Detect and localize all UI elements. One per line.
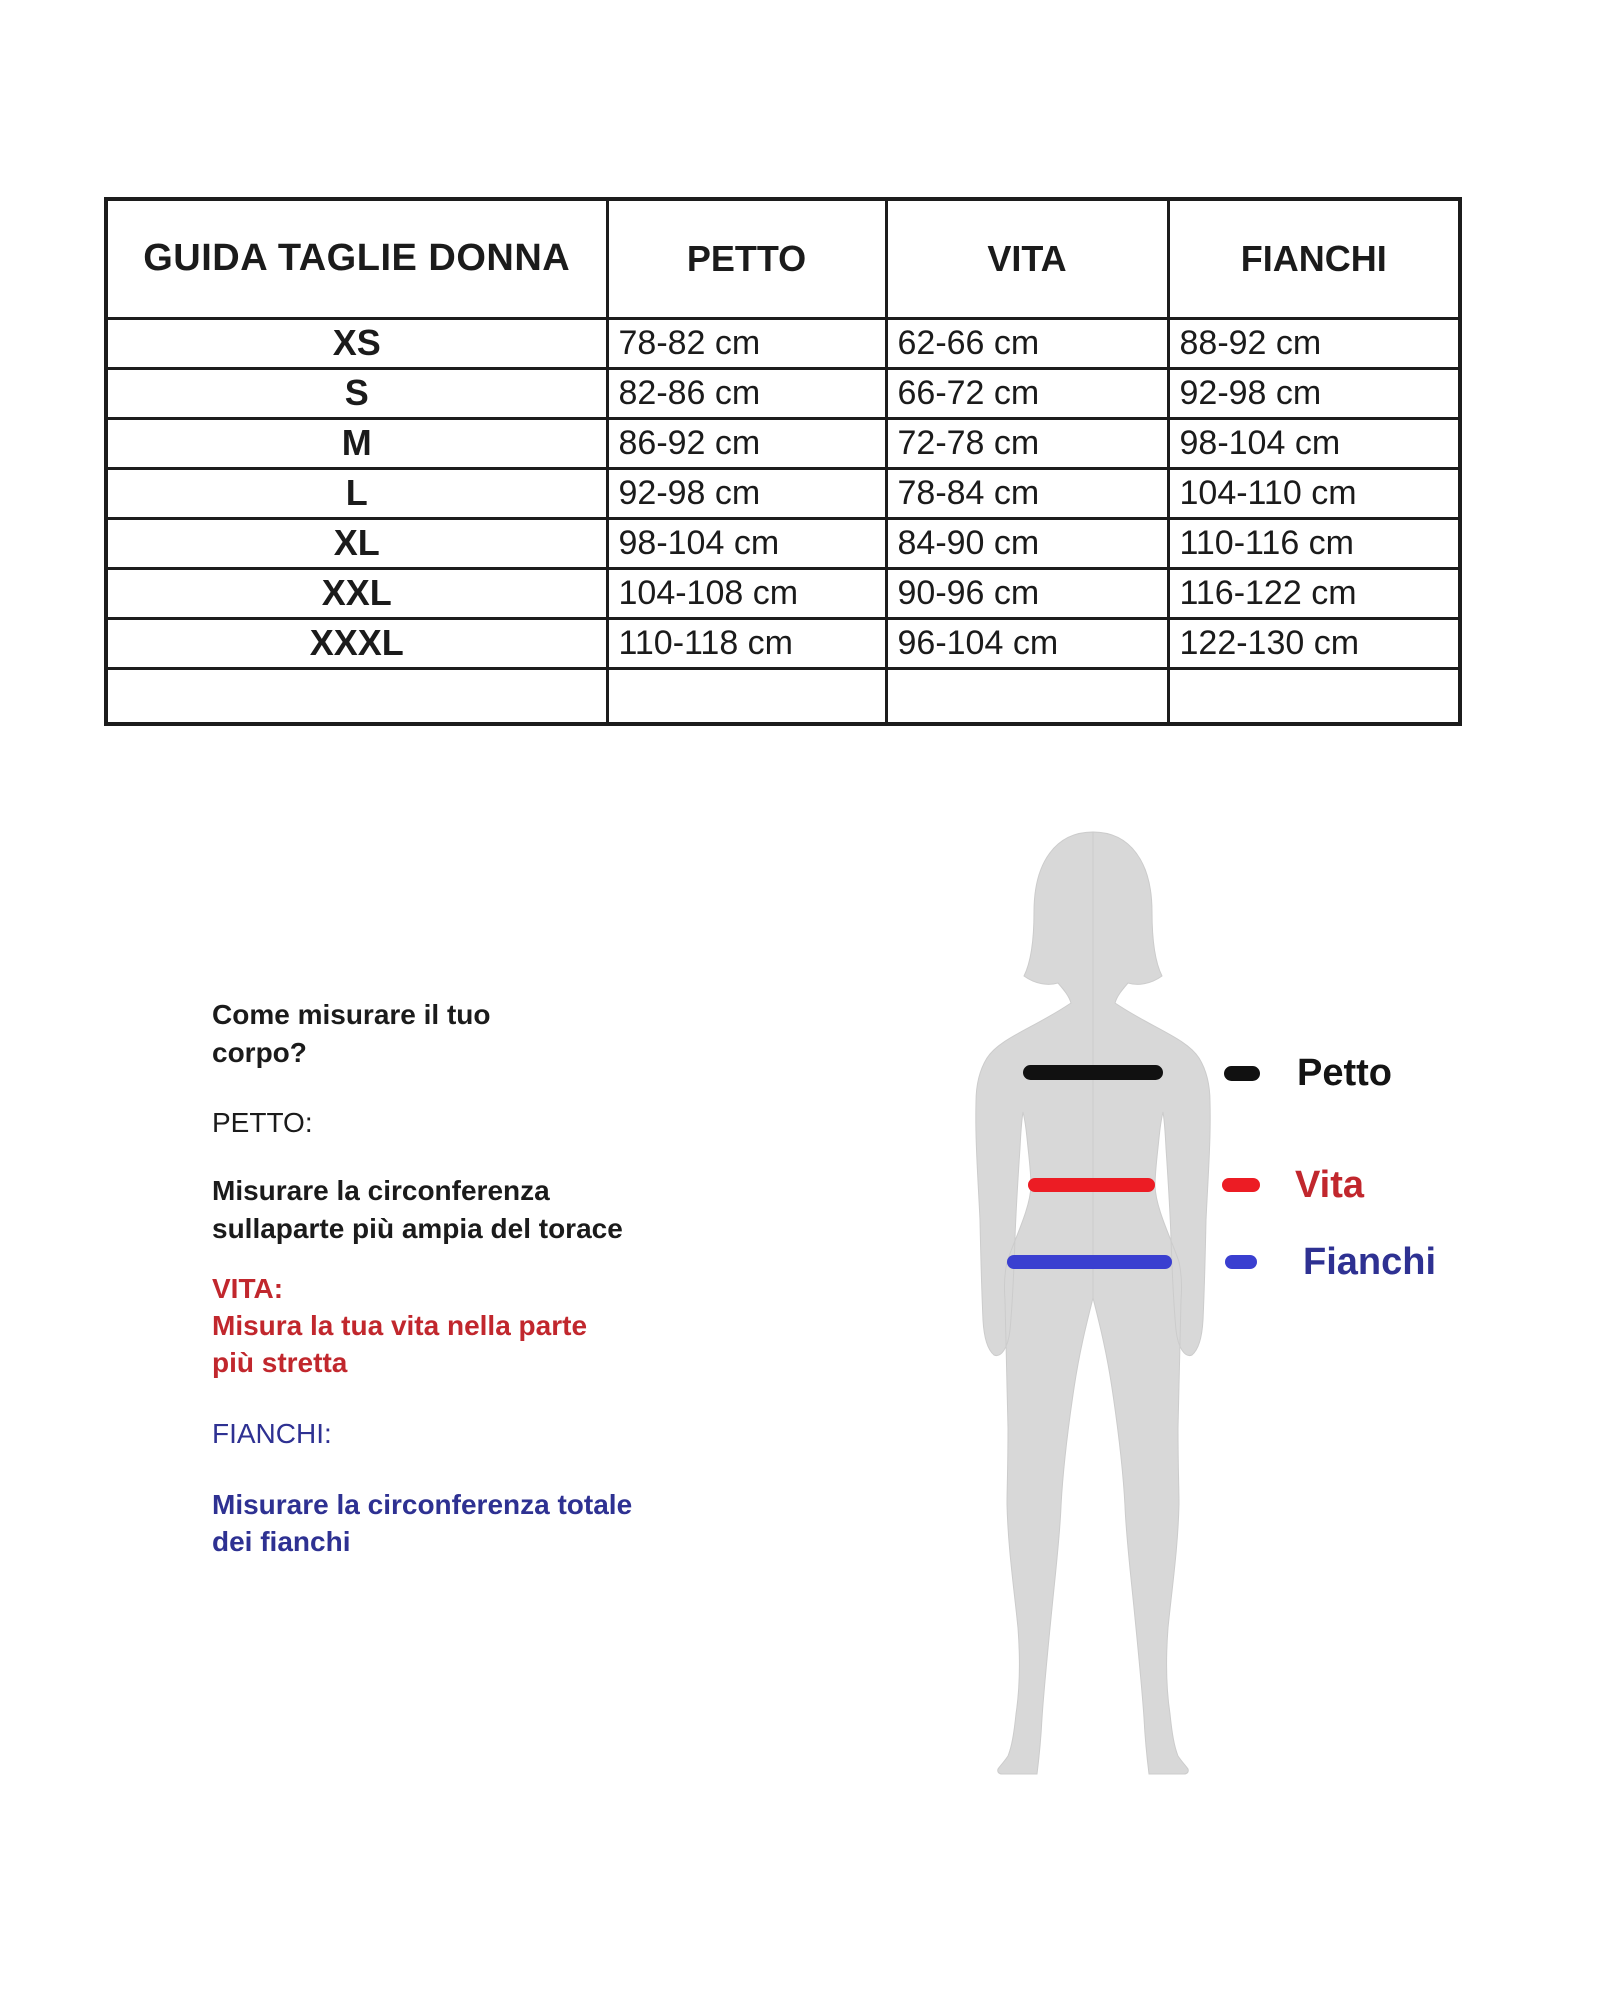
vita-desc-line: Misura la tua vita nella parte (212, 1310, 588, 1341)
fianchi-desc-line: Misurare la circonferenza totale (212, 1489, 633, 1520)
vita-value: 96-104 cm (886, 618, 1168, 668)
fianchi-value: 88-92 cm (1168, 318, 1460, 368)
vita-value: 66-72 cm (886, 368, 1168, 418)
petto-value: 82-86 cm (607, 368, 886, 418)
vita-value (886, 668, 1168, 724)
fianchi-dash-icon (1225, 1255, 1257, 1269)
table-row-m (106, 418, 1460, 468)
fianchi-value: 122-130 cm (1168, 618, 1460, 668)
fianchi-section-label: FIANCHI: (212, 1418, 332, 1449)
size-label: XXXL (106, 618, 607, 668)
instructions-heading (212, 996, 491, 1072)
petto-value: 78-82 cm (607, 318, 886, 368)
column-header-petto: PETTO (607, 199, 886, 318)
vita-value: 84-90 cm (886, 518, 1168, 568)
heading-line: Come misurare il tuo (212, 999, 491, 1030)
table-row-xs (106, 318, 1460, 368)
fianchi-value: 116-122 cm (1168, 568, 1460, 618)
size-label: XL (106, 518, 607, 568)
vita-value: 62-66 cm (886, 318, 1168, 368)
silhouette-left-half (976, 832, 1093, 1774)
petto-desc-line: Misurare la circonferenza (212, 1175, 550, 1206)
vita-value: 72-78 cm (886, 418, 1168, 468)
petto-dash-icon (1224, 1066, 1260, 1081)
size-label: XXL (106, 568, 607, 618)
petto-value: 110-118 cm (607, 618, 886, 668)
waist-measure-bar (1028, 1178, 1155, 1192)
table-title: GUIDA TAGLIE DONNA (106, 199, 607, 318)
petto-value (607, 668, 886, 724)
table-row-xxxl (106, 618, 1460, 668)
table-row-xxl (106, 568, 1460, 618)
petto-desc-line: sullaparte più ampia del torace (212, 1213, 623, 1244)
fianchi-value: 104-110 cm (1168, 468, 1460, 518)
fianchi-legend-label: Fianchi (1303, 1240, 1437, 1283)
size-label: M (106, 418, 607, 468)
table-row-l (106, 468, 1460, 518)
table-header-row (106, 199, 1460, 318)
silhouette-right-half (1093, 832, 1210, 1774)
fianchi-value: 98-104 cm (1168, 418, 1460, 468)
legend-item-petto (1224, 1053, 1392, 1093)
table-row-empty (106, 668, 1460, 724)
petto-legend-label: Petto (1297, 1051, 1392, 1094)
size-label: S (106, 368, 607, 418)
column-header-vita: VITA (886, 199, 1168, 318)
table-row-xl (106, 518, 1460, 568)
hips-measure-bar (1007, 1255, 1172, 1269)
petto-section-label: PETTO: (212, 1107, 313, 1138)
petto-value: 92-98 cm (607, 468, 886, 518)
vita-desc-line: più stretta (212, 1347, 348, 1378)
fianchi-description (212, 1486, 632, 1560)
column-header-fianchi: FIANCHI (1168, 199, 1460, 318)
petto-value: 104-108 cm (607, 568, 886, 618)
fianchi-value (1168, 668, 1460, 724)
table-row-s (106, 368, 1460, 418)
petto-value: 98-104 cm (607, 518, 886, 568)
fianchi-value: 92-98 cm (1168, 368, 1460, 418)
female-body-silhouette (960, 828, 1226, 1778)
heading-line: corpo? (212, 1037, 307, 1068)
vita-section (212, 1270, 587, 1381)
legend-item-vita (1222, 1165, 1364, 1205)
fianchi-desc-line: dei fianchi (212, 1526, 351, 1557)
petto-description (212, 1172, 623, 1248)
vita-dash-icon (1222, 1178, 1260, 1192)
chest-measure-bar (1023, 1065, 1163, 1080)
size-label: XS (106, 318, 607, 368)
vita-value: 78-84 cm (886, 468, 1168, 518)
vita-section-label: VITA: (212, 1273, 284, 1304)
size-label (106, 668, 607, 724)
vita-legend-label: Vita (1295, 1163, 1365, 1206)
fianchi-value: 110-116 cm (1168, 518, 1460, 568)
petto-value: 86-92 cm (607, 418, 886, 468)
legend-item-fianchi (1225, 1242, 1436, 1282)
vita-value: 90-96 cm (886, 568, 1168, 618)
size-label: L (106, 468, 607, 518)
size-guide-table (104, 197, 1458, 726)
